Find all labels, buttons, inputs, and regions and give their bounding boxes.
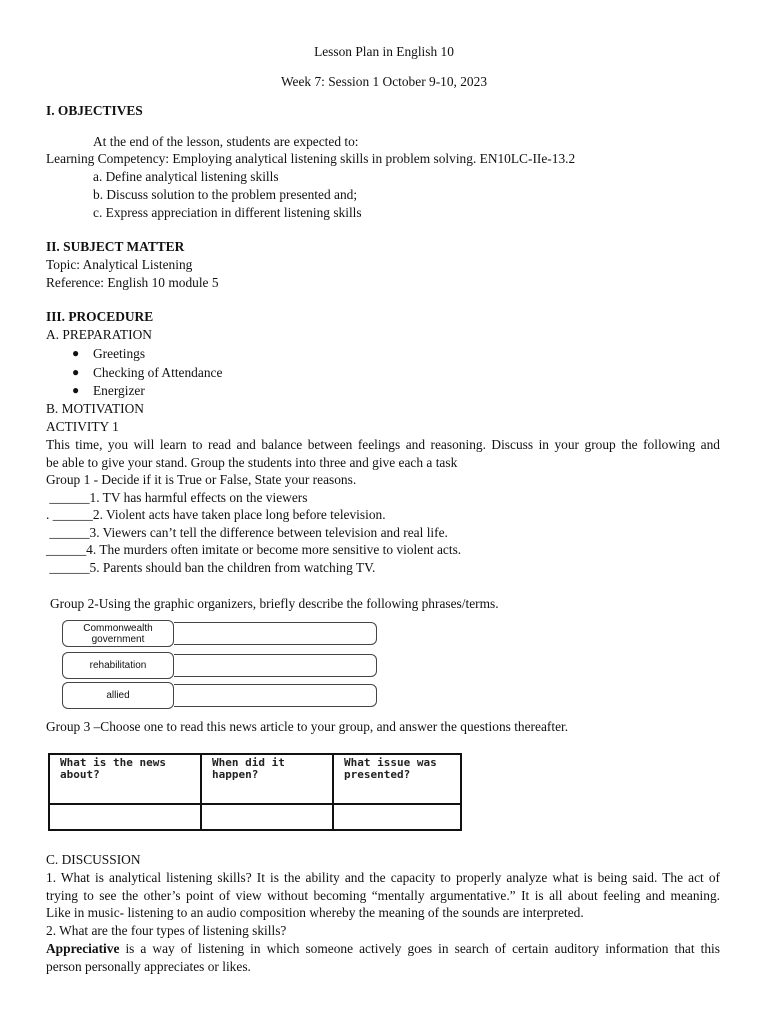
organizer-term: rehabilitation — [62, 652, 174, 679]
answer-cell[interactable] — [49, 804, 201, 830]
bullet-icon: ● — [72, 346, 80, 360]
motivation-paragraph-line: be able to give your stand. Group the students into three and give each a task — [46, 455, 458, 470]
graphic-organizer-row — [62, 682, 377, 709]
motivation-paragraph-line: This time, you will learn to read and balance between feelings and reasoning. Discuss in your group the following and — [46, 437, 720, 452]
bullet-text: Greetings — [93, 346, 146, 361]
procedure-heading: III. PROCEDURE — [46, 309, 154, 324]
statement-item: ______5. Parents should ban the children from watching TV. — [46, 560, 376, 575]
organizer-term: allied — [62, 682, 174, 709]
appreciative-line: person personally appreciates or likes. — [46, 959, 251, 974]
organizer-term: Commonwealth government — [62, 620, 174, 647]
group1-instruction: Group 1 - Decide if it is True or False, State your reasons. — [46, 472, 357, 487]
bullet-item — [72, 364, 223, 381]
topic-line: Topic: Analytical Listening — [46, 257, 193, 272]
motivation-heading: B. MOTIVATION — [46, 401, 144, 416]
answer-box[interactable] — [174, 622, 377, 645]
bullet-text: Checking of Attendance — [93, 365, 223, 380]
answer-box[interactable] — [174, 654, 377, 677]
bullet-icon: ● — [72, 383, 80, 397]
table-header-row — [49, 754, 461, 804]
answer-cell[interactable] — [333, 804, 461, 830]
document-title: Lesson Plan in English 10 — [314, 44, 454, 59]
objective-item: b. Discuss solution to the problem presented and; — [93, 187, 358, 202]
group3-instruction: Group 3 –Choose one to read this news article to your group, and answer the questions thereafter. — [46, 719, 569, 734]
statement-item: ______1. TV has harmful effects on the viewers — [46, 490, 308, 505]
activity-label: ACTIVITY 1 — [46, 419, 119, 434]
table-header-cell: What issue was presented? — [333, 754, 461, 804]
table-row — [49, 804, 461, 830]
appreciative-term: Appreciative — [46, 941, 120, 956]
appreciative-line — [46, 940, 720, 957]
objectives-intro: At the end of the lesson, students are expected to: — [93, 134, 359, 149]
reference-line: Reference: English 10 module 5 — [46, 275, 219, 290]
bullet-text: Energizer — [93, 383, 145, 398]
discussion-line: Like in music- listening to an audio composition whereby the meaning of the sounds are interpreted. — [46, 905, 584, 920]
graphic-organizer-row — [62, 620, 377, 647]
discussion-question: 2. What are the four types of listening skills? — [46, 923, 287, 938]
table-header-cell: What is the news about? — [49, 754, 201, 804]
statement-item: ______4. The murders often imitate or become more sensitive to violent acts. — [46, 542, 462, 557]
news-questions-table — [48, 753, 462, 831]
answer-box[interactable] — [174, 684, 377, 707]
appreciative-definition: is a way of listening in which someone actively goes in search of certain auditory information that this — [119, 941, 720, 956]
statement-item: . ______2. Violent acts have taken place long before television. — [46, 507, 386, 522]
session-date: Week 7: Session 1 October 9-10, 2023 — [280, 74, 488, 89]
objective-item: a. Define analytical listening skills — [93, 169, 279, 184]
graphic-organizer-row — [62, 652, 377, 679]
objectives-heading: I. OBJECTIVES — [46, 103, 143, 118]
bullet-icon: ● — [72, 365, 80, 379]
bullet-item — [72, 382, 145, 399]
discussion-line: trying to see the other’s point of view without becoming “mentally argumentative.” It is all about feeling and meaning. — [46, 888, 720, 903]
statement-item: ______3. Viewers can’t tell the difference between television and real life. — [46, 525, 448, 540]
group2-instruction: Group 2-Using the graphic organizers, briefly describe the following phrases/terms. — [50, 596, 499, 611]
learning-competency: Learning Competency: Employing analytical listening skills in problem solving. EN10LC-IIe-13.2 — [46, 151, 576, 166]
preparation-heading: A. PREPARATION — [46, 327, 152, 342]
subject-matter-heading: II. SUBJECT MATTER — [46, 239, 185, 254]
bullet-item — [72, 345, 146, 362]
table-header-cell: When did it happen? — [201, 754, 333, 804]
answer-cell[interactable] — [201, 804, 333, 830]
discussion-line: 1. What is analytical listening skills? It is the ability and the capacity to properly analyze what is being said. The act of — [46, 870, 720, 885]
objective-item: c. Express appreciation in different listening skills — [93, 205, 362, 220]
discussion-heading: C. DISCUSSION — [46, 852, 141, 867]
